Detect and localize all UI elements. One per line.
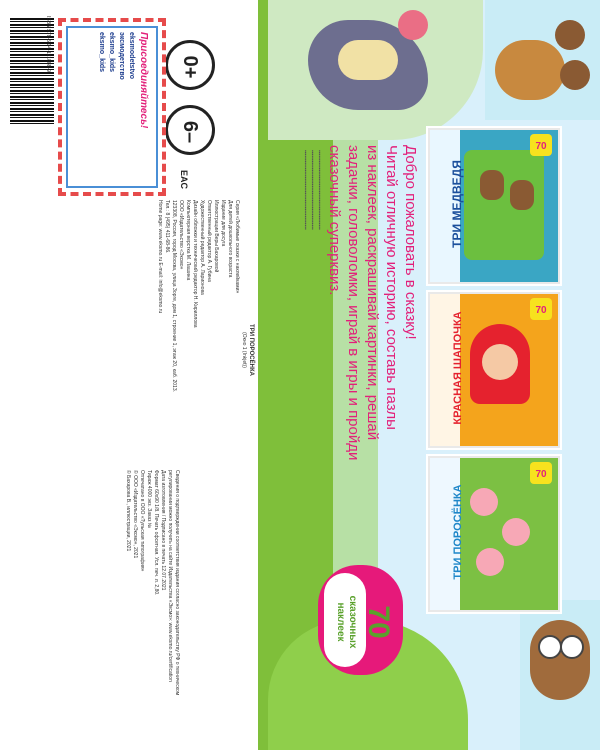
social-handle: эксмодетство — [118, 32, 125, 80]
age-rating-zero — [165, 40, 215, 90]
description-small: ▪▪▪▪▪▪▪▪▪▪▪▪▪▪▪▪▪▪▪▪▪▪▪▪▪▪▪▪▪▪▪▪▪▪▪▪▪▪▪▪▪▪▪▪▪ ▪▪▪▪▪▪▪▪▪▪▪▪▪▪▪▪▪▪▪▪▪▪▪▪▪▪▪▪▪▪▪▪▪▪▪▪▪▪▪▪▪▪▪▪▪ ▪▪▪▪▪▪▪▪▪▪▪▪▪▪▪▪▪▪▪▪▪▪▪▪▪▪▪▪▪▪▪▪▪▪▪▪▪▪▪▪▪▪▪▪▪ — [302, 150, 322, 230]
legal-line: © Бахарова В., иллюстрации, 2021 — [125, 470, 131, 552]
barcode-isbn: ISBN 978-5-04-121888-9 — [45, 16, 51, 72]
book-title: ТРИ МЕДВЕДЯ — [450, 160, 464, 248]
eac-mark — [178, 170, 196, 188]
social-handle: eksmo_kids — [98, 32, 105, 73]
welcome-line: задачки, головоломки, играй в игры и пройди — [345, 145, 362, 461]
book-title: ТРИ ПОРОСЁНКА — [452, 484, 464, 580]
social-handle: eksmodetstvo — [128, 32, 135, 80]
imprint-line: Дизайн обложки и технический редактор Н. Кириллова — [192, 200, 198, 328]
badge-number: 70 — [362, 605, 395, 639]
age-rating-six — [165, 105, 215, 155]
welcome-line: из наклеек, раскрашивай картинки, решай — [364, 145, 381, 441]
legal-line: Дата изготовления / Подписано в печать 12.07.2021 — [160, 470, 166, 591]
legal-line: Тираж 4000 экз. Заказ № — [146, 470, 152, 529]
welcome-line: сказочный суперквиз. — [326, 145, 343, 296]
legal-line: Отпечатано в ООО «Тульская типография» — [139, 470, 145, 572]
imprint-line: Home page: www.eksmo.ru E-mail: info@eksmo.ru — [157, 200, 163, 314]
book-title: КРАСНАЯ ШАПОЧКА — [452, 311, 464, 425]
social-handle: eksmo_kids — [108, 32, 115, 73]
book-cover-three-bears — [428, 128, 560, 284]
imprint-series: Серия «Любимые сказки с наклейками» — [234, 200, 240, 294]
owl-illustration — [520, 600, 600, 750]
sticker-count: 70 — [535, 305, 547, 316]
imprint-line: Художественный редактор А. Ларионова — [199, 200, 205, 295]
book-cover-three-piglets — [428, 456, 560, 612]
welcome-text-block — [325, 145, 420, 615]
book-cover-red-riding-hood — [428, 292, 560, 448]
imprint-line: Ответственный редактор А. Губина — [206, 200, 212, 282]
badge-label: сказочных — [347, 595, 358, 649]
legal-line: Формат 60x90 1/8. Печать офсетная. Усл. печ. л. 2,80. — [153, 470, 159, 596]
imprint-line: Компьютерная верстка М. Лашина — [185, 200, 191, 281]
welcome-line: Читай отличную историю, составь пазлы — [383, 145, 400, 430]
age-zero-label: 0+ — [179, 55, 201, 79]
join-heading: Присоединяйтесь! — [138, 32, 149, 129]
imprint-title: ТРИ ПОРОСЁНКА — [248, 324, 254, 376]
sticker-count: 70 — [535, 141, 547, 152]
legal-line: © ООО «Издательство «Эксмо», 2021 — [132, 470, 138, 559]
imprint-line: Издание для досуга — [220, 200, 226, 247]
social-postcard — [58, 18, 166, 196]
welcome-heading: Добро пожаловать в сказку! — [402, 145, 419, 340]
imprint-line: Иллюстрации Веры Бахаровой — [213, 200, 219, 273]
badge-label: наклеек — [335, 602, 346, 642]
eac-label: EAC — [179, 170, 189, 190]
nest-illustration — [485, 0, 600, 120]
imprint-subtitle: (Окно 1 (Inkjet)) — [241, 332, 247, 368]
legal-block — [124, 470, 180, 730]
sticker-count: 70 — [535, 469, 547, 480]
imprint-line: Для детей дошкольного возраста — [227, 200, 233, 278]
imprint-line: ООО «Издательство «Эксмо» — [178, 200, 184, 270]
imprint-line: Тел.: 8 (495) 411-68-86. — [164, 200, 170, 254]
legal-line: регулировании можно получить на сайте Издательства «Эксмо»: www.eksmo.ru/certification — [167, 470, 173, 682]
imprint-line: 123308, Россия, город Москва, улица Зорге, дом 1, строение 1, этаж 20, каб. 2013. — [171, 200, 177, 392]
wolf-illustration — [268, 0, 483, 140]
legal-line: Сведения о подтверждении соответствия издания согласно законодательству РФ о техническом — [174, 470, 180, 696]
age-six-label: 6– — [179, 120, 201, 144]
stickers-badge — [318, 565, 403, 675]
imprint-block — [156, 200, 255, 500]
